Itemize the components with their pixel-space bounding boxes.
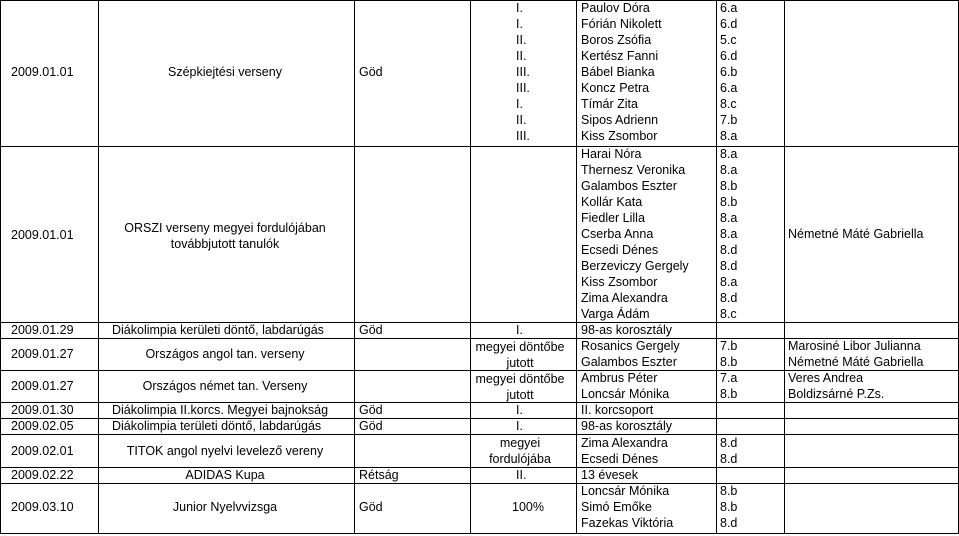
note-cell: 13 évesek: [581, 468, 638, 482]
place-cell: Göd: [359, 500, 383, 514]
class-cell: 8.d: [720, 259, 738, 273]
grid-line: [716, 0, 717, 534]
rank-cell: I.: [516, 419, 523, 433]
class-cell: 6.d: [720, 49, 738, 63]
student-name: Simó Emőke: [581, 500, 652, 514]
student-name: Kiss Zsombor: [581, 275, 658, 289]
grid-line: [0, 370, 959, 371]
class-cell: 6.a: [720, 1, 738, 15]
student-name: Galambos Eszter: [581, 179, 677, 193]
student-name: Loncsár Mónika: [581, 484, 670, 498]
student-name: Cserba Anna: [581, 227, 654, 241]
class-cell: 8.a: [720, 147, 738, 161]
place-cell: Rétság: [359, 468, 399, 482]
student-name: Kiss Zsombor: [581, 129, 658, 143]
class-cell: 6.a: [720, 81, 738, 95]
class-cell: 7.b: [720, 339, 738, 353]
teacher-cell: Marosiné Libor Julianna: [788, 339, 921, 353]
grid-line: [784, 0, 785, 534]
grid-line: [354, 0, 355, 534]
class-cell: 8.b: [720, 355, 738, 369]
grid-line: [0, 338, 959, 339]
rank-cell: II.: [516, 113, 527, 127]
student-name: Sipos Adrienn: [581, 113, 659, 127]
date-cell: 2009.01.27: [11, 347, 74, 361]
event-cell: Szépkiejtési verseny: [168, 65, 282, 79]
student-name: Fórián Nikolett: [581, 17, 662, 31]
class-cell: 8.d: [720, 243, 738, 257]
note-cell: 98-as korosztály: [581, 323, 673, 337]
student-name: Tímár Zita: [581, 97, 638, 111]
rank-cell: II.: [516, 468, 527, 482]
class-cell: 6.d: [720, 17, 738, 31]
teacher-cell: Veres Andrea: [788, 371, 864, 385]
student-name: Loncsár Mónika: [581, 387, 670, 401]
date-cell: 2009.02.05: [11, 419, 74, 433]
teacher-cell: Németné Máté Gabriella: [788, 355, 924, 369]
date-cell: 2009.02.22: [11, 468, 74, 482]
student-name: Thernesz Veronika: [581, 163, 686, 177]
date-cell: 2009.01.29: [11, 323, 74, 337]
student-name: Ecsedi Dénes: [581, 452, 659, 466]
student-name: Fazekas Viktória: [581, 516, 674, 530]
student-name: Kollár Kata: [581, 195, 643, 209]
student-name: Boros Zsófia: [581, 33, 652, 47]
rank-cell: I.: [516, 323, 523, 337]
grid-line: [0, 483, 959, 484]
event-cell: TITOK angol nyelvi levelező vereny: [126, 444, 324, 458]
event-cell: Diákolimpia területi döntő, labdarúgás: [112, 419, 322, 433]
note-cell: 98-as korosztály: [581, 419, 673, 433]
grid-line: [0, 0, 1, 534]
event-cell: Diákolimpia kerületi döntő, labdarúgás: [112, 323, 324, 337]
class-cell: 5.c: [720, 33, 737, 47]
grid-line: [576, 0, 577, 534]
grid-line: [98, 0, 99, 534]
class-cell: 8.a: [720, 129, 738, 143]
place-cell: Göd: [359, 403, 383, 417]
grid-line: [0, 0, 959, 1]
date-cell: 2009.01.27: [11, 379, 74, 393]
rank-cell: II.: [516, 33, 527, 47]
rank-cell: I.: [516, 17, 523, 31]
class-cell: 8.d: [720, 291, 738, 305]
date-cell: 2009.01.30: [11, 403, 74, 417]
date-cell: 2009.01.01: [11, 65, 74, 79]
rank-cell: I.: [516, 403, 523, 417]
rank-cell: megyei fordulójába: [489, 436, 551, 466]
grid-line: [0, 434, 959, 435]
rank-cell: III.: [516, 129, 530, 143]
student-name: Galambos Eszter: [581, 355, 677, 369]
date-cell: 2009.03.10: [11, 500, 74, 514]
event-cell: Diákolimpia II.korcs. Megyei bajnokság: [112, 403, 329, 417]
grid-line: [0, 533, 959, 534]
place-cell: Göd: [359, 65, 383, 79]
note-cell: II. korcsoport: [581, 403, 654, 417]
class-cell: 8.b: [720, 195, 738, 209]
place-cell: Göd: [359, 323, 383, 337]
event-cell: ORSZI verseny megyei fordulójában továbbjutott tanulók: [124, 221, 326, 251]
teacher-cell: Boldizsárné P.Zs.: [788, 387, 885, 401]
rank-cell: I.: [516, 1, 523, 15]
grid-line: [0, 418, 959, 419]
student-name: Zima Alexandra: [581, 436, 668, 450]
date-cell: 2009.01.01: [11, 228, 74, 242]
class-cell: 8.a: [720, 211, 738, 225]
class-cell: 8.c: [720, 97, 737, 111]
student-name: Koncz Petra: [581, 81, 650, 95]
class-cell: 8.b: [720, 179, 738, 193]
rank-cell: I.: [516, 97, 523, 111]
class-cell: 8.b: [720, 484, 738, 498]
grid-line: [470, 0, 471, 534]
class-cell: 8.a: [720, 227, 738, 241]
class-cell: 8.d: [720, 436, 738, 450]
class-cell: 8.a: [720, 163, 738, 177]
student-name: Harai Nóra: [581, 147, 642, 161]
student-name: Fiedler Lilla: [581, 211, 645, 225]
student-name: Rosanics Gergely: [581, 339, 680, 353]
event-cell: ADIDAS Kupa: [185, 468, 265, 482]
student-name: Varga Ádám: [581, 307, 650, 321]
rank-cell: megyei döntőbe jutott: [475, 340, 565, 370]
place-cell: Göd: [359, 419, 383, 433]
student-name: Kertész Fanni: [581, 49, 659, 63]
grid-line: [0, 467, 959, 468]
student-name: Ambrus Péter: [581, 371, 658, 385]
date-cell: 2009.02.01: [11, 444, 74, 458]
class-cell: 8.a: [720, 275, 738, 289]
class-cell: 8.d: [720, 452, 738, 466]
class-cell: 8.b: [720, 500, 738, 514]
rank-cell: megyei döntőbe jutott: [475, 372, 565, 402]
teacher-cell: Németné Máté Gabriella: [788, 227, 924, 241]
grid-line: [0, 402, 959, 403]
class-cell: 8.c: [720, 307, 737, 321]
rank-cell: 100%: [512, 500, 544, 514]
class-cell: 8.b: [720, 387, 738, 401]
class-cell: 6.b: [720, 65, 738, 79]
student-name: Zima Alexandra: [581, 291, 668, 305]
rank-cell: III.: [516, 65, 530, 79]
rank-cell: II.: [516, 49, 527, 63]
student-name: Ecsedi Dénes: [581, 243, 659, 257]
rank-cell: III.: [516, 81, 530, 95]
student-name: Berzeviczy Gergely: [581, 259, 689, 273]
class-cell: 7.a: [720, 371, 738, 385]
class-cell: 8.d: [720, 516, 738, 530]
grid-line: [0, 146, 959, 147]
event-cell: Országos német tan. Verseny: [142, 379, 308, 393]
event-cell: Junior Nyelvvizsga: [172, 500, 278, 514]
class-cell: 7.b: [720, 113, 738, 127]
event-cell: Országos angol tan. verseny: [145, 347, 305, 361]
student-name: Bábel Bianka: [581, 65, 655, 79]
student-name: Paulov Dóra: [581, 1, 650, 15]
grid-line: [0, 322, 959, 323]
